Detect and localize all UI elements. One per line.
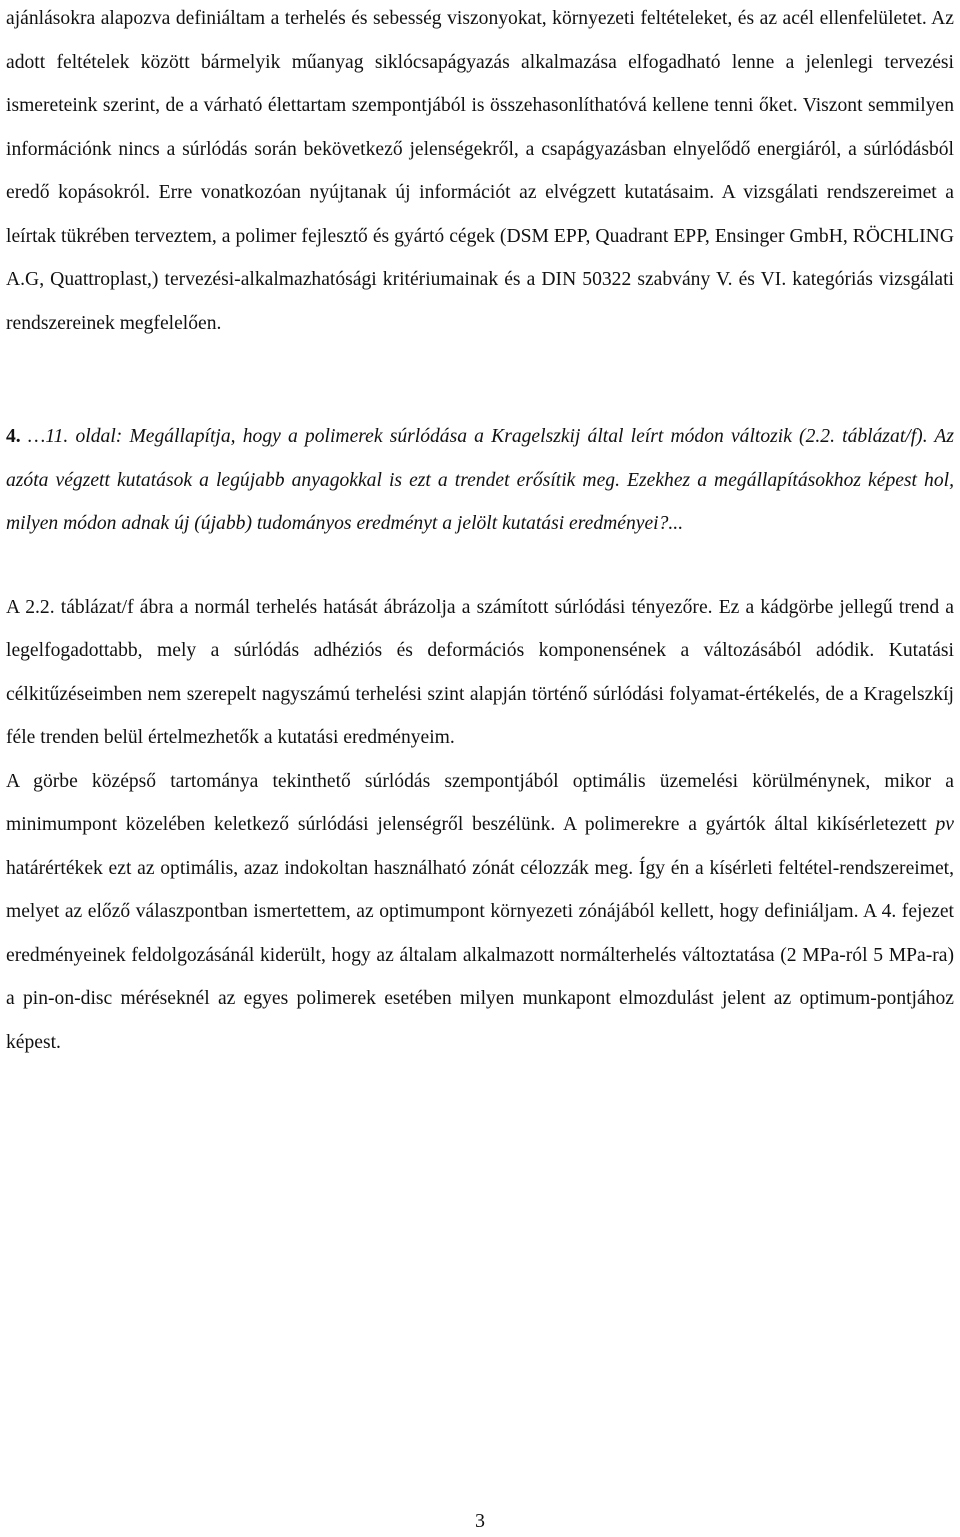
question-number: 4. xyxy=(6,426,21,447)
answer-paragraph-2 xyxy=(6,760,954,1065)
answer2-text-1: A görbe középső tartománya tekinthető súrlódás szempontjából optimális üzemelési körülménynek, mikor a minimumpont közelében keletkező súrlódási jelenségről beszélünk. A polimerekre a gyártók által kikísérletezett xyxy=(6,770,954,835)
pv-term: pv xyxy=(935,814,954,835)
answer2-text-2: határértékek ezt az optimális, azaz indokoltan használható zónát célozzák meg. Így én a kísérleti feltétel-rendszereimet, melyet az előző válaszpontban ismertettem, az optimumpont környezeti zónájából kellett, hogy definiáljam. A 4. fejezet eredményeinek feldolgozásánál kiderült, hogy az általam alkalmazott normálterhelés változtatása (2 MPa-ról 5 MPa-ra) a pin-on-disc méréseknél az egyes polimerek esetében milyen munkapont elmozdulást jelent az optimum-pontjához képest. xyxy=(6,857,954,1053)
document-page xyxy=(6,0,954,1064)
reviewer-question-4 xyxy=(6,415,954,546)
page-number: 3 xyxy=(475,1510,485,1532)
question-page-ref: …11. xyxy=(20,426,69,447)
paragraph-test-design: ajánlásokra alapozva definiáltam a terhelés és sebesség viszonyokat, környezeti feltételeket, és az acél ellenfelületet. Az adott feltételek között bármelyik műanyag siklócsapágyazás alkalmazása elfogadható lenne a jelenlegi tervezési ismereteink szerint, de a várható élettartam szempontjából is összehasonlíthatóvá kellene tenni őket. Viszont semmilyen információnk nincs a súrlódás során bekövetkező jelenségekről, a csapágyazásban elnyelődő energiáról, a súrlódásból eredő kopásokról. Erre vonatkozóan nyújtanak új információt az elvégzett kutatásaim. A vizsgálati rendszereimet a leírtak tükrében terveztem, a polimer fejlesztő és gyártó cégek (DSM EPP, Quadrant EPP, Ensinger GmbH, RÖCHLING A.G, Quattroplast,) tervezési-alkalmazhatósági kritériumainak és a DIN 50322 szabvány V. és VI. kategóriás vizsgálati rendszereinek megfelelően. xyxy=(6,8,954,334)
answer-paragraph-1: A 2.2. táblázat/f ábra a normál terhelés hatását ábrázolja a számított súrlódási tényezőre. Ez a kádgörbe jellegű trend a legelfogadottabb, mely a súrlódás adhéziós és deformációs komponensének a változásából adódik. Kutatási célkitűzéseimben nem szerepelt nagyszámú terhelési szint alapján történő súrlódási folyamat-értékelés, de a Kragelszkíj féle trenden belül értelmezhetők a kutatási eredményeim. xyxy=(6,596,954,748)
question-text: oldal: Megállapítja, hogy a polimerek súrlódása a Kragelszkij által leírt módon változik (2.2. táblázat/f). Az azóta végzett kutatások a legújabb anyagokkal is ezt a trendet erősítik meg. Ezekhez a megállapításokhoz képest hol, milyen módon adnak új (újabb) tudományos eredményt a jelölt kutatási eredményei?... xyxy=(6,426,954,534)
